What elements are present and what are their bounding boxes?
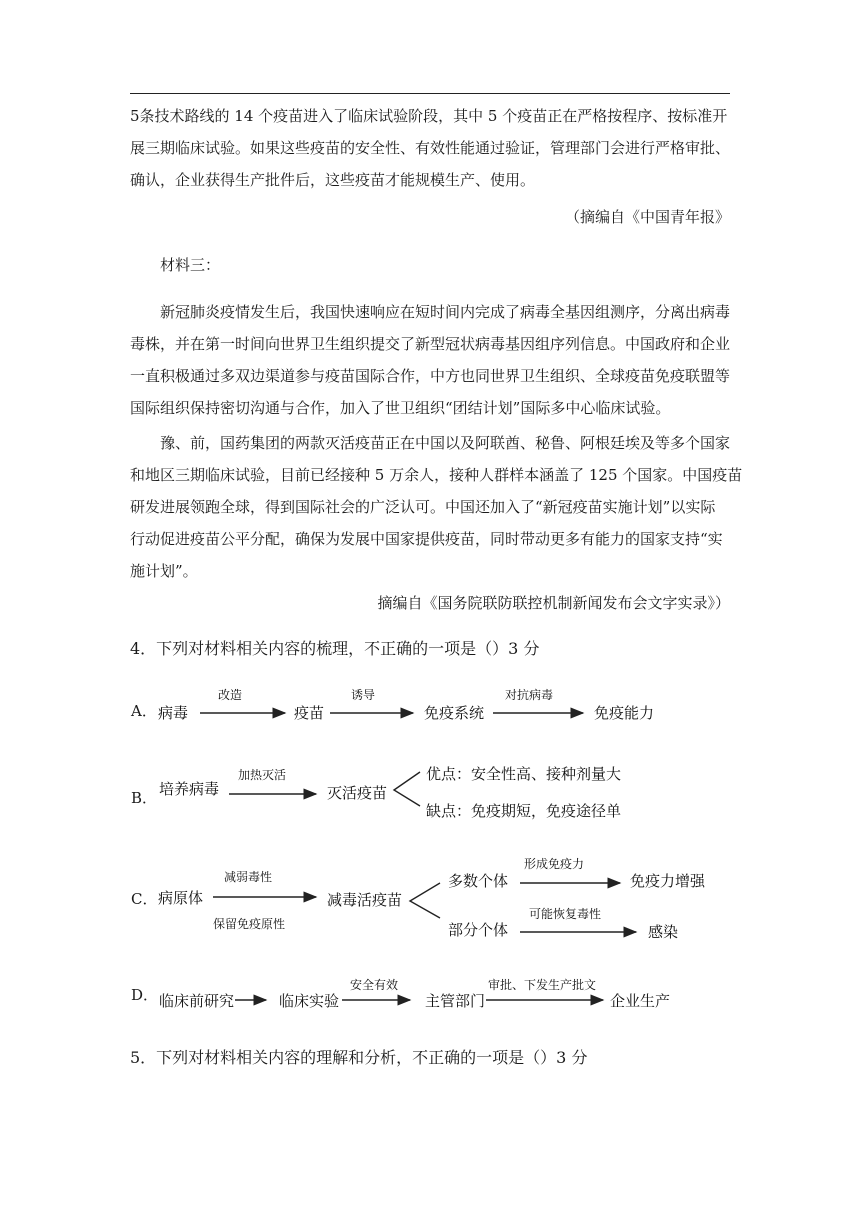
note-retain-immunogenicity: 保留免疫原性 [213,917,286,931]
text-line: 确认，企业获得生产批件后，这些疫苗才能规模生产、使用。 [130,171,536,189]
option-a-letter: A． [131,702,157,720]
text-line: 展三期临床试验。如果这些疫苗的安全性、有效性能通过验证，管理部门会进行严格审批、 [130,139,731,157]
action-induce: 诱导 [351,688,376,702]
material-3-heading: 材料三： [160,256,221,274]
cons-text: 缺点：免疫期短，免疫途径单 [426,802,622,820]
node-some-individuals: 部分个体 [448,921,509,939]
node-majority: 多数个体 [448,872,509,890]
source-citation-2: 摘编自《国务院联防联控机制新闻发布会文字实录》） [377,594,730,612]
text-line: 施计划”。 [130,562,198,580]
source-citation-1: （摘编自《中国青年报》 [564,208,730,226]
text-line: 豫、前，国药集团的两款灭活疫苗正在中国以及阿联酋、秘鲁、阿根廷埃及等多个国家 [160,434,731,452]
action-modify: 改造 [218,688,243,702]
action-heat-inactivate: 加热灭活 [238,768,287,782]
option-c-letter: C． [131,890,158,908]
option-d-letter: D． [131,986,159,1004]
action-may-restore-toxicity: 可能恢复毒性 [529,907,602,921]
question-4: 4．下列对材料相关内容的梳理，不正确的一项是（）3 分 [130,639,540,658]
question-5: 5．下列对材料相关内容的理解和分析，不正确的一项是（）3 分 [130,1048,588,1067]
node-vaccine: 疫苗 [294,704,325,722]
text-line: 毒株，并在第一时间向世界卫生组织提交了新型冠状病毒基因组序列信息。中国政府和企业 [130,335,731,353]
node-immunity-enhanced: 免疫力增强 [630,872,706,890]
node-authority: 主管部门 [425,992,486,1010]
option-b-letter: B． [131,789,158,807]
action-form-immunity: 形成免疫力 [524,857,585,871]
text-line: 研发进展领跑全球，得到国际社会的广泛认可。中国还加入了“新冠疫苗实施计划”以实际 [130,498,716,516]
node-pathogen: 病原体 [158,889,204,907]
node-infection: 感染 [648,923,679,941]
node-immunity: 免疫能力 [594,704,655,722]
node-culture-virus: 培养病毒 [159,780,220,798]
text-line: 国际组织保持密切沟通与合作，加入了世卫组织“团结计划”国际多中心临床试验。 [130,399,671,417]
bracket-c [410,883,440,918]
text-line: 和地区三期临床试验，目前已经接种 5 万余人，接种人群样本涵盖了 125 个国家。中国疫苗 [130,466,743,484]
text-line: 新冠肺炎疫情发生后，我国快速响应在短时间内完成了病毒全基因组测序，分离出病毒 [160,303,731,321]
bracket-b [394,772,420,806]
action-fight-virus: 对抗病毒 [505,688,554,702]
pros-text: 优点：安全性高、接种剂量大 [426,765,622,783]
action-approve-license: 审批、下发生产批文 [488,978,597,992]
node-virus: 病毒 [158,704,189,722]
text-line: 一直积极通过多双边渠道参与疫苗国际合作，中方也同世界卫生组织、全球疫苗免疫联盟等 [130,367,731,385]
text-line: 5条技术路线的 14 个疫苗进入了临床试验阶段，其中 5 个疫苗正在严格按程序、按标准开 [130,107,728,125]
node-preclinical: 临床前研究 [159,992,235,1010]
action-reduce-toxicity: 减弱毒性 [224,870,273,884]
node-enterprise-production: 企业生产 [610,992,671,1010]
node-immune-system: 免疫系统 [424,704,485,722]
node-inactivated-vaccine: 灭活疫苗 [327,784,388,802]
node-live-attenuated-vaccine: 减毒活疫苗 [327,891,403,909]
action-safe-effective: 安全有效 [350,978,399,992]
text-line: 行动促进疫苗公平分配，确保为发展中国家提供疫苗，同时带动更多有能力的国家支持“实 [130,530,723,548]
node-clinical-trial: 临床实验 [279,992,340,1010]
